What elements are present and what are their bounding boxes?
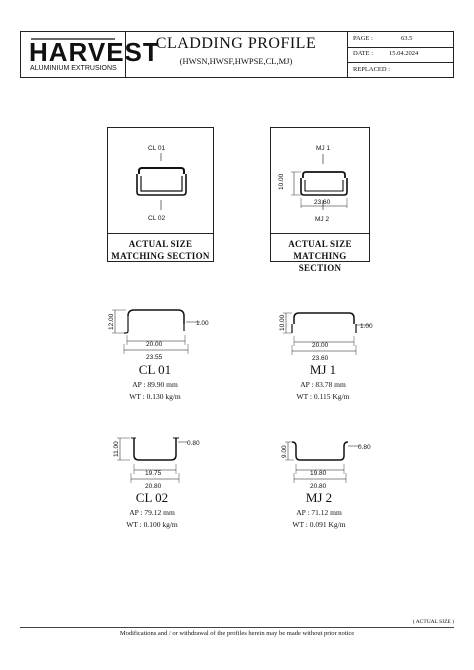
top-label: MJ 1 <box>316 145 331 152</box>
date-label: DATE : <box>353 50 374 57</box>
profile-wt: WT : 0.091 Kg/m <box>292 520 346 529</box>
svg-text:20.80: 20.80 <box>145 483 162 490</box>
svg-text:19.75: 19.75 <box>145 470 162 477</box>
actual-size-note: ( ACTUAL SIZE ) <box>412 619 454 625</box>
profile-wt: WT : 0.115 Kg/m <box>296 392 350 401</box>
svg-text:9.00: 9.00 <box>281 445 288 458</box>
logo-subtitle: ALUMINIUM EXTRUSIONS <box>30 65 117 72</box>
svg-text:0.80: 0.80 <box>358 444 371 451</box>
cl01-profile-drawing <box>100 300 230 370</box>
caption-actual-size: ACTUAL SIZE <box>128 239 193 249</box>
matching-section-cl <box>107 127 214 262</box>
page-label: PAGE : <box>353 35 373 42</box>
svg-text:11.00: 11.00 <box>113 441 120 457</box>
caption-matching-section: MATCHING SECTION <box>111 251 210 261</box>
svg-text:HARVEST: HARVEST <box>29 37 160 67</box>
footer-rule <box>20 627 454 628</box>
svg-text:23.55: 23.55 <box>146 354 163 361</box>
footer-note: Modifications and / or withdrawal of the profiles herein may be made without prior notice <box>119 630 355 637</box>
svg-text:20.00: 20.00 <box>312 342 329 349</box>
top-label: CL 01 <box>148 145 166 152</box>
mj-matching-drawing <box>271 128 371 233</box>
matching-section-mj <box>270 127 370 273</box>
profile-wt: WT : 0.130 kg/m <box>129 392 181 401</box>
profile-ap: AP : 83.78 mm <box>300 380 346 389</box>
bottom-label: MJ 2 <box>315 216 330 223</box>
bottom-label: CL 02 <box>148 215 166 222</box>
cl-matching-drawing <box>108 128 215 233</box>
title-block <box>20 31 454 78</box>
width-dim: 23.60 <box>314 199 331 206</box>
svg-text:1.00: 1.00 <box>360 323 373 330</box>
svg-text:12.00: 12.00 <box>108 313 115 330</box>
profile-name: MJ 2 <box>305 490 333 505</box>
profile-ap: AP : 79.12 mm <box>129 508 175 517</box>
profile-wt: WT : 0.100 kg/m <box>126 520 178 529</box>
mj1-profile-drawing <box>270 300 400 370</box>
svg-text:0.80: 0.80 <box>187 440 200 447</box>
svg-text:20.00: 20.00 <box>146 341 163 348</box>
svg-text:23.60: 23.60 <box>312 355 329 362</box>
profile-name: CL 01 <box>138 362 172 377</box>
caption-matching-section: MATCHING SECTION <box>293 251 347 273</box>
profile-ap: AP : 89.90 mm <box>132 380 178 389</box>
svg-text:19.80: 19.80 <box>310 470 327 477</box>
replaced-label: REPLACED : <box>353 66 391 73</box>
profile-name: MJ 1 <box>309 362 337 377</box>
profile-name: CL 02 <box>135 490 169 505</box>
height-dim: 10.00 <box>278 173 285 190</box>
caption-actual-size: ACTUAL SIZE <box>288 239 352 249</box>
page-value: 63.5 <box>401 35 413 42</box>
page-subtitle: (HWSN,HWSF,HWPSE,CL,MJ) <box>179 56 293 66</box>
svg-text:20.80: 20.80 <box>310 483 327 490</box>
svg-text:1.00: 1.00 <box>196 320 209 327</box>
svg-text:10.00: 10.00 <box>279 314 286 331</box>
date-value: 15.04.2024 <box>389 50 419 57</box>
profile-ap: AP : 71.12 mm <box>296 508 342 517</box>
page-title: CLADDING PROFILE <box>155 35 317 52</box>
